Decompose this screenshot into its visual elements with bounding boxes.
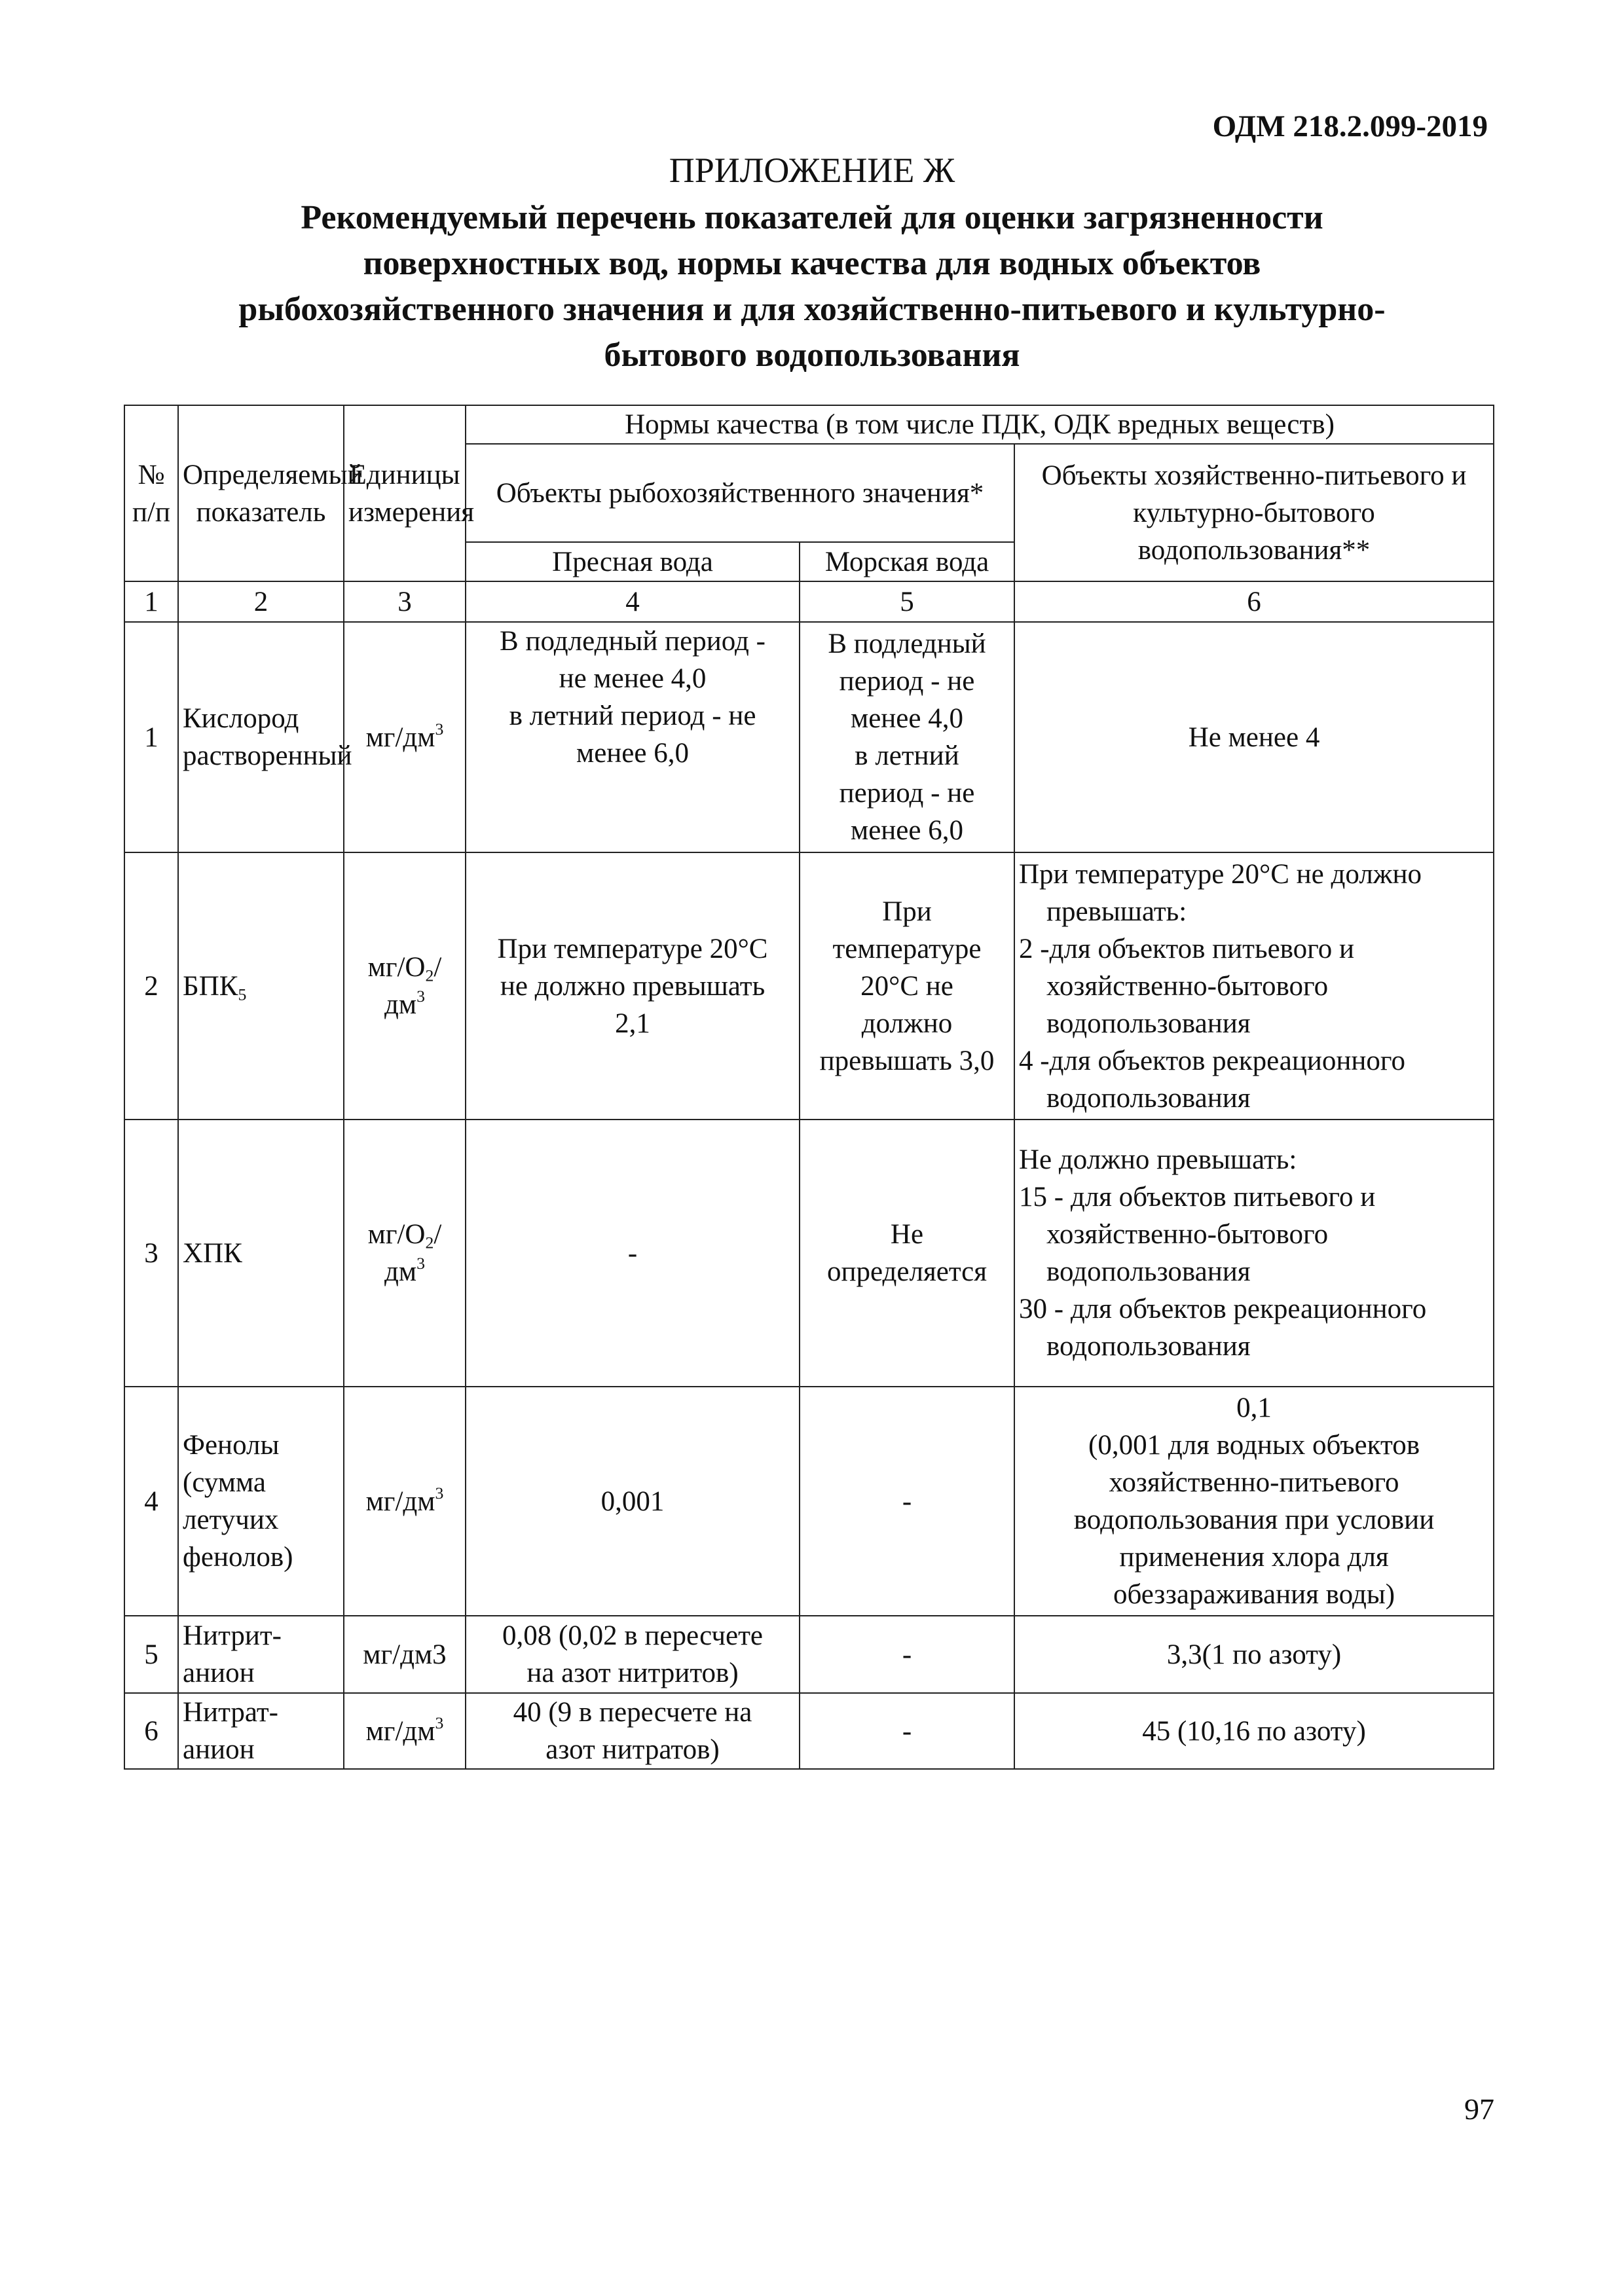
unit-text: мг/O — [367, 952, 426, 983]
row-num: 1 — [124, 622, 178, 852]
header-indicator: Определяемый показатель — [178, 405, 344, 581]
cell-line: температуре — [832, 933, 982, 964]
cell-line: на азот нитритов) — [526, 1658, 739, 1688]
cell-line: 30 - для объектов рекреационного водопользования — [1019, 1294, 1427, 1362]
row-num: 3 — [124, 1120, 178, 1387]
table-row — [124, 622, 1494, 852]
appendix-title: ПРИЛОЖЕНИЕ Ж — [669, 151, 955, 190]
cell-line: В подледный период - — [500, 626, 766, 657]
row-drinking: 45 (10,16 по азоту) — [1014, 1693, 1494, 1769]
row-unit — [344, 852, 466, 1120]
row-indicator: Фенолы (сумма летучих фенолов) — [178, 1387, 344, 1616]
cell-line: не должно превышать — [500, 970, 766, 1002]
cell-line: не менее 4,0 — [559, 663, 707, 694]
cell-line: Не — [890, 1219, 924, 1250]
heading-line: Рекомендуемый перечень показателей для оценки загрязненности — [301, 199, 1323, 236]
unit-exponent: 3 — [435, 1483, 444, 1503]
cell-line: 20°С не — [860, 970, 953, 1002]
cell-line: При температуре 20°С — [497, 933, 768, 964]
cell-line: менее 4,0 — [851, 703, 963, 734]
cell-line: При — [882, 896, 932, 927]
row-indicator: Нитрит-анион — [178, 1616, 344, 1693]
row-sea: - — [800, 1387, 1014, 1616]
table-row — [124, 1616, 1494, 1693]
unit-exponent: 3 — [435, 719, 444, 738]
row-fresh: 0,001 — [466, 1387, 800, 1616]
cell-line: 2 -для объектов питьевого и хозяйственно-бытового водопользования — [1019, 933, 1355, 1039]
table-row — [124, 1387, 1494, 1616]
unit-text: мг/дм — [365, 1485, 435, 1517]
col-number: 6 — [1014, 581, 1494, 622]
table-row — [124, 1693, 1494, 1769]
cell-line: 15 - для объектов питьевого и хозяйственно-бытового водопользования — [1019, 1182, 1376, 1287]
cell-line: должно — [861, 1008, 953, 1039]
header-drinking: Объекты хозяйственно-питьевого и культурно-бытового водопользования** — [1014, 444, 1494, 581]
heading-line: рыбохозяйственного значения и для хозяйственно-питьевого и культурно- — [238, 291, 1386, 328]
header-unit: Единицы измерения — [344, 405, 466, 581]
cell-line: 2,1 — [615, 1008, 650, 1039]
cell-line: менее 6,0 — [851, 815, 963, 846]
cell-line: период - не — [839, 666, 975, 697]
unit-text: мг/дм — [365, 1715, 435, 1747]
unit-exponent: 3 — [416, 986, 425, 1006]
cell-line: в летний период - не — [509, 701, 756, 731]
row-sea — [800, 1120, 1014, 1387]
unit-text: /дм — [384, 952, 442, 1020]
row-fresh: - — [466, 1120, 800, 1387]
row-indicator — [178, 852, 344, 1120]
table-row — [124, 1120, 1494, 1387]
cell-line: хозяйственно-питьевого — [1109, 1467, 1399, 1498]
document-heading — [144, 195, 1480, 378]
row-num: 5 — [124, 1616, 178, 1693]
cell-line: в летний — [855, 740, 959, 771]
row-sea: - — [800, 1693, 1014, 1769]
row-indicator: ХПК — [178, 1120, 344, 1387]
col-number: 1 — [124, 581, 178, 622]
table-row — [124, 852, 1494, 1120]
row-unit — [344, 622, 466, 852]
unit-text: /дм — [384, 1219, 442, 1287]
row-unit — [344, 1693, 466, 1769]
unit-text: мг/O — [367, 1219, 426, 1250]
cell-line: 40 (9 в пересчете на — [513, 1697, 752, 1728]
row-sea — [800, 622, 1014, 852]
unit-subscript: 2 — [425, 1233, 434, 1252]
indicator-text: БПК — [183, 970, 238, 1002]
cell-line: период - не — [839, 778, 975, 809]
row-fresh — [466, 852, 800, 1120]
cell-line: азот нитратов) — [545, 1734, 720, 1765]
header-fish: Объекты рыбохозяйственного значения* — [466, 444, 1014, 542]
unit-text: мг/дм — [365, 721, 435, 753]
row-unit: мг/дм3 — [344, 1616, 466, 1693]
cell-line: (0,001 для водных объектов — [1088, 1430, 1420, 1461]
row-drinking — [1014, 1387, 1494, 1616]
cell-line: При температуре 20°С не должно превышать: — [1019, 858, 1422, 927]
row-fresh — [466, 622, 800, 852]
header-sea: Морская вода — [800, 542, 1014, 581]
cell-line: обеззараживания воды) — [1113, 1579, 1395, 1610]
row-indicator: Нитрат-анион — [178, 1693, 344, 1769]
header-fresh: Пресная вода — [466, 542, 800, 581]
row-drinking: Не менее 4 — [1014, 622, 1494, 852]
page-number: 97 — [1464, 2092, 1494, 2126]
header-norms: Нормы качества (в том числе ПДК, ОДК вредных веществ) — [466, 405, 1494, 444]
cell-line: Не должно превышать: — [1019, 1144, 1297, 1175]
row-fresh — [466, 1616, 800, 1693]
row-indicator: Кислород растворенный — [178, 622, 344, 852]
row-fresh — [466, 1693, 800, 1769]
row-sea — [800, 852, 1014, 1120]
row-unit — [344, 1387, 466, 1616]
cell-line: определяется — [827, 1256, 987, 1287]
cell-line: применения хлора для — [1119, 1542, 1389, 1573]
col-number: 5 — [800, 581, 1014, 622]
heading-line: поверхностных вод, нормы качества для водных объектов — [363, 245, 1261, 282]
row-drinking — [1014, 1120, 1494, 1387]
heading-line: бытового водопользования — [604, 337, 1020, 374]
unit-exponent: 3 — [416, 1253, 425, 1273]
cell-line: В подледный — [828, 629, 986, 659]
col-number: 4 — [466, 581, 800, 622]
col-number: 2 — [178, 581, 344, 622]
row-drinking: 3,3(1 по азоту) — [1014, 1616, 1494, 1693]
cell-line: 0,08 (0,02 в пересчете — [502, 1620, 763, 1651]
cell-line: превышать 3,0 — [819, 1045, 995, 1076]
cell-line: 4 -для объектов рекреационного водопользования — [1019, 1045, 1405, 1114]
cell-line: 0,1 — [1236, 1393, 1272, 1423]
unit-exponent: 3 — [435, 1713, 444, 1732]
indicator-subscript: 5 — [238, 985, 247, 1004]
document-code: ОДМ 218.2.099-2019 — [1212, 109, 1488, 143]
col-number: 3 — [344, 581, 466, 622]
cell-line: менее 6,0 — [576, 738, 689, 769]
cell-line: водопользования при условии — [1073, 1504, 1435, 1535]
row-num: 2 — [124, 852, 178, 1120]
row-unit — [344, 1120, 466, 1387]
row-drinking — [1014, 852, 1494, 1120]
row-num: 6 — [124, 1693, 178, 1769]
row-num: 4 — [124, 1387, 178, 1616]
water-quality-norms-table — [124, 405, 1494, 1770]
unit-subscript: 2 — [425, 966, 434, 985]
row-sea: - — [800, 1616, 1014, 1693]
header-num: № п/п — [124, 405, 178, 581]
